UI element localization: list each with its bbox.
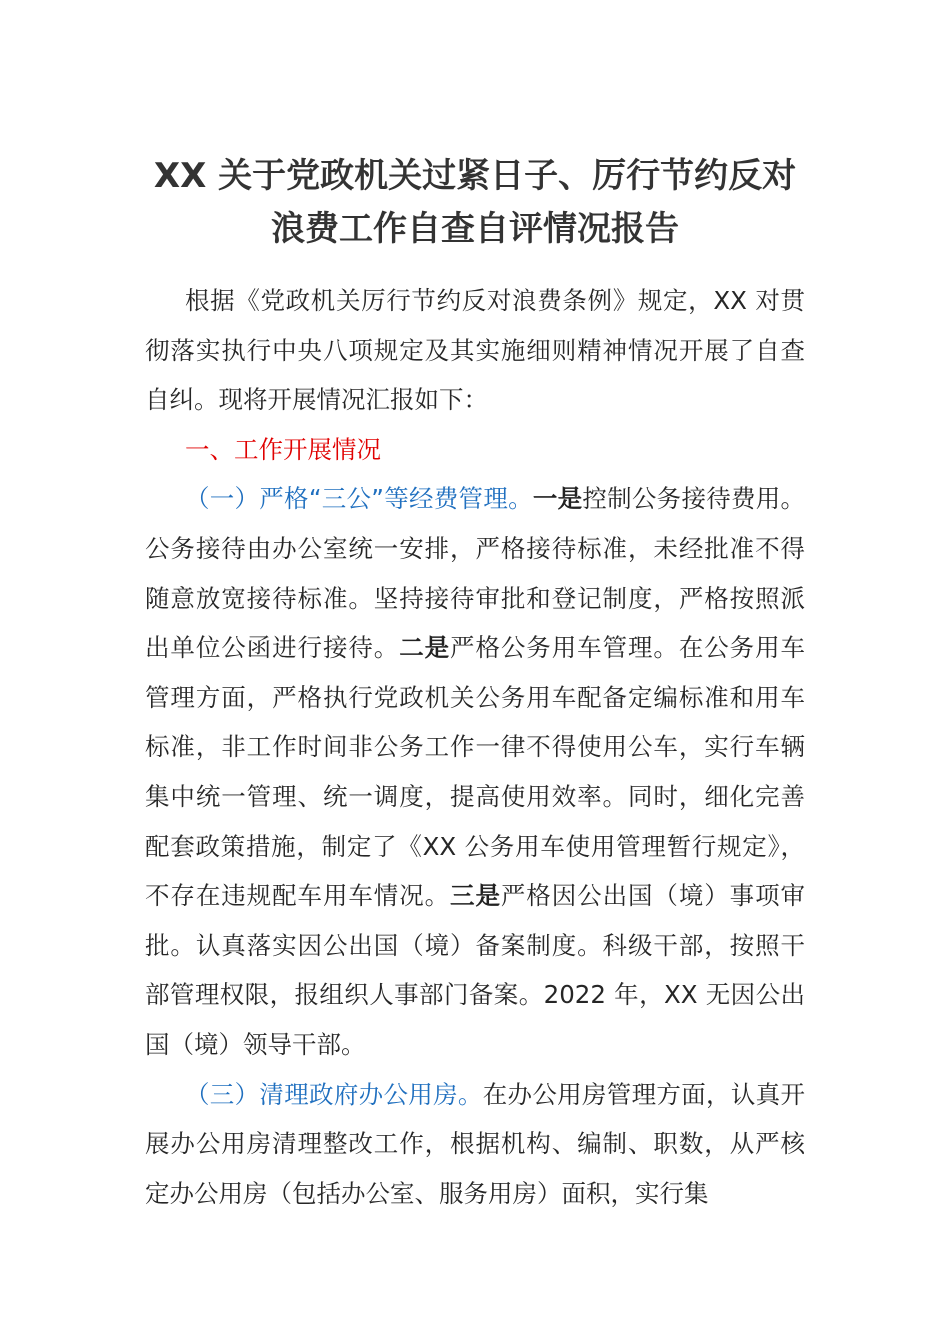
section-heading-1: 一、工作开展情况 <box>185 434 381 464</box>
item-3-text: 在办公用房管理方面，认真开展办公用房清理整改工作，根据机构、编制、职数，从严核定办公用房（包括办公室、服务用房）面积，实行集 <box>145 1079 805 1208</box>
item-1-lead-3: 三是 <box>450 881 501 911</box>
item-3-paragraph <box>145 1070 805 1219</box>
item-1-text-1: 控制公务接待费用。公务接待由办公室统一安排，严格接待标准，未经批准不得随意放宽接待标准。坚持接待审批和登记制度，严格按照派出单位公函进行接待。 <box>145 484 806 663</box>
item-1-text-2: 严格公务用车管理。在公务用车管理方面，严格执行党政机关公务用车配备定编标准和用车标准，非工作时间非公务工作一律不得使用公车，实行车辆集中统一管理、统一调度，提高使用效率。同时，细化完善配套政策措施，制定了《XX 公务用车使用管理暂行规定》，不存在违规配车用车情况。 <box>145 633 806 911</box>
item-1-text-3: 严格因公出国（境）事项审批。认真落实因公出国（境）备案制度。科级干部，按照干部管理权限，报组织人事部门备案。2022 年，XX 无因公出国（境）领导干部。 <box>145 881 806 1059</box>
item-3-heading: （三）清理政府办公用房。 <box>185 1079 483 1109</box>
item-1-paragraph <box>145 474 805 1069</box>
document-body <box>145 276 805 1218</box>
document-title <box>145 140 805 256</box>
intro-paragraph: 根据《党政机关厉行节约反对浪费条例》规定，XX 对贯彻落实执行中央八项规定及其实施细则精神情况开展了自查自纠。现将开展情况汇报如下： <box>145 286 805 415</box>
title-line-2: 浪费工作自查自评情况报告 <box>271 209 679 249</box>
item-1-lead-1: 一是 <box>532 484 583 514</box>
document-page <box>145 140 805 1218</box>
item-1-heading: （一）严格“三公”等经费管理。 <box>185 484 533 514</box>
title-line-1: XX 关于党政机关过紧日子、厉行节约反对 <box>153 156 797 196</box>
item-1-lead-2: 二是 <box>399 633 451 663</box>
